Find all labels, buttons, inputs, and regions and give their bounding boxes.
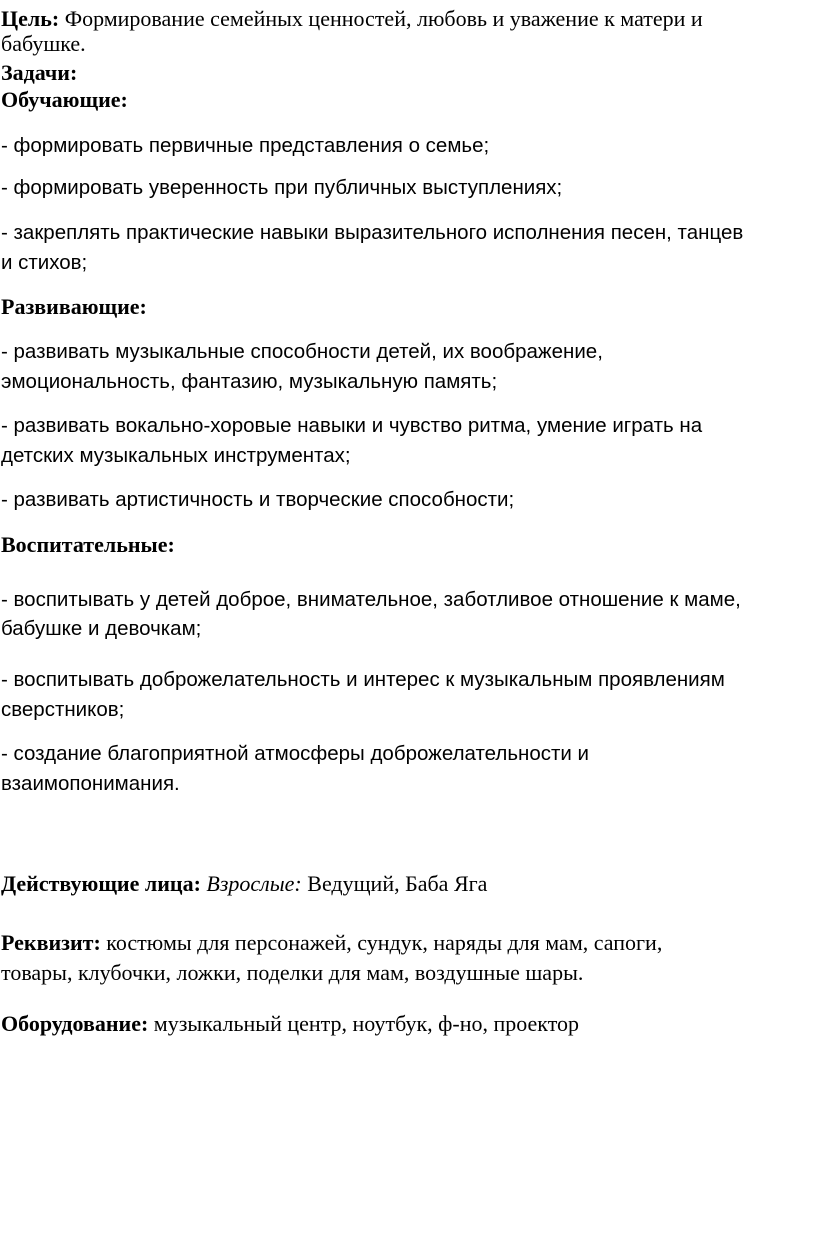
list-item: - воспитывать доброжелательность и интерес к музыкальным проявлениям (1, 668, 725, 691)
list-item: - развивать артистичность и творческие способности; (1, 488, 515, 511)
goal-label: Цель: (1, 6, 60, 31)
list-item: - формировать уверенность при публичных выступлениях; (1, 176, 563, 199)
list-item: бабушке и девочкам; (1, 617, 202, 640)
list-item: - формировать первичные представления о семье; (1, 134, 490, 157)
goal-line-1 (1, 6, 703, 32)
props-text: костюмы для персонажей, сундук, наряды для мам, сапоги, (100, 930, 663, 955)
list-item: взаимопонимания. (1, 772, 180, 795)
characters-label: Действующие лица: (1, 871, 201, 896)
list-item: - закреплять практические навыки выразительного исполнения песен, танцев (1, 221, 744, 244)
educational-heading: Воспитательные: (1, 532, 175, 557)
list-item: - воспитывать у детей доброе, внимательное, заботливое отношение к маме, (1, 588, 741, 611)
props-line-2: товары, клубочки, ложки, поделки для мам, воздушные шары. (1, 960, 584, 985)
equipment-label: Оборудование: (1, 1011, 149, 1036)
characters-line (1, 871, 487, 897)
list-item: - развивать музыкальные способности детей, их воображение, (1, 340, 603, 363)
characters-names: Ведущий, Баба Яга (301, 871, 488, 896)
props-line-1 (1, 930, 662, 956)
list-item: - создание благоприятной атмосферы доброжелательности и (1, 742, 589, 765)
tasks-heading: Задачи: (1, 60, 78, 85)
list-item: и стихов; (1, 251, 88, 274)
equipment-text: музыкальный центр, ноутбук, ф-но, проектор (148, 1011, 580, 1036)
list-item: эмоциональность, фантазию, музыкальную память; (1, 370, 498, 393)
list-item: сверстников; (1, 698, 125, 721)
equipment-line (1, 1011, 579, 1037)
list-item: детских музыкальных инструментах; (1, 444, 351, 467)
props-label: Реквизит: (1, 930, 101, 955)
goal-text: Формирование семейных ценностей, любовь и уважение к матери и (59, 6, 703, 31)
teaching-heading: Обучающие: (1, 87, 128, 112)
developing-heading: Развивающие: (1, 294, 147, 319)
list-item: - развивать вокально-хоровые навыки и чувство ритма, умение играть на (1, 414, 703, 437)
goal-line-2: бабушке. (1, 31, 86, 56)
characters-group: Взрослые: (200, 871, 302, 896)
